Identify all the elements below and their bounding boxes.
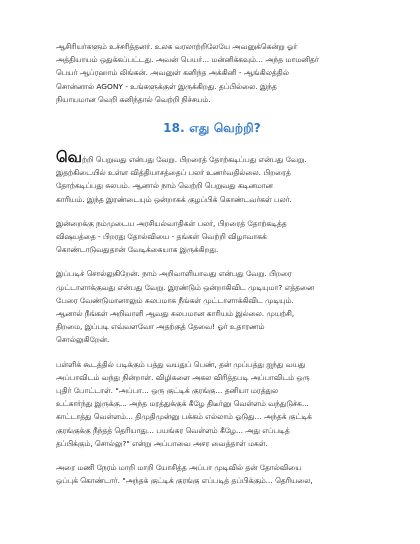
text-line: திறமை, இப்படி எவ்வளவோ அதற்குத் தேவை! ஓர் உதாரணம் (56, 322, 265, 332)
text-line: இப்படிச் சொல்லுகிறேன். நாம் அறிவாளியாவது என்பது வேறு. பிறரை (56, 269, 292, 279)
text-line-rest: ற்றி பெறுவது என்பது வேறு. பிறரைத் தோற்கடிப்பது என்பது வேறு. (82, 155, 307, 165)
chapter-heading: 18. எது வெற்றி? (163, 121, 261, 136)
text-line: புதிர் போட்டாள். "அப்பா... ஒரு குட்டிக் குரங்கு... தனியா மரத்துல (56, 386, 279, 396)
text-line: ஒப்புக் கொண்டார். "அந்தக் குட்டிக் குரங்கு எப்படித் தப்பிக்கும்... தெரியலை, (56, 476, 313, 486)
text-line (56, 148, 368, 167)
text-line: ஆனால் நீங்கள் அறிவாளி ஆவது சுலபமான காரியம் இல்லை. முயற்சி, (56, 309, 295, 319)
text-line: விஷயத்தை - பிறரது தோல்வியை - தங்கள் வெற்றி விழாவாகக் (56, 232, 267, 242)
paragraph-2 (56, 217, 368, 257)
text-line: அரை மணி நேரம் மாறி மாறி யோசித்த அப்பா முடிவில் தன் தோல்வியை (56, 463, 302, 473)
text-line: தோற்கடிப்பது சுலபம். ஆனால் நாம் வெற்றி பெறுவது கடினமான (56, 181, 273, 191)
text-line: பெயர் ஆப்ரஹாம் லிங்கன். அவனுள் கனிந்த அக்கினி - ஆங்கிலத்தில் (56, 68, 289, 78)
text-line: முட்டாளாக்குவது என்பது வேறு. இரண்டும் ஒன்றாகிவிட முடியுமா? எத்தனை (56, 282, 315, 292)
text-line: சொல்லுகிறேன். (56, 335, 110, 345)
text-line: ஆசிரியர்களும் உச்சரித்தனர். உலக வரலாற்றிலேயே அவனுக்கென்று ஓர் (56, 42, 298, 51)
text-line: சொன்னால் AGONY - உங்களுக்குள் இருக்கிறது. தப்பில்லை. இந்த (56, 81, 277, 91)
intro-paragraph (56, 40, 368, 106)
paragraph-4 (56, 358, 368, 450)
paragraph-5 (56, 461, 368, 487)
dropcap: வெ (56, 148, 83, 167)
text-line: அத்தியாயம் ஒதுக்கப்பட்டது. அவன் பெயர்... மன்னிக்கவும்... அந்த மாமனிதர் (56, 55, 319, 65)
text-line: காரியம். இந்த இரண்டையும் ஒன்றாகக் குழப்பிக் கொண்டவர்கள் பலர். (56, 194, 292, 204)
text-line: உட்கார்ந்து இருக்கு... அந்த மரத்துக்குக் கீழே திடீர்னு வெள்ளம் வந்துடுச்சு... (56, 399, 309, 409)
paragraph-1 (56, 148, 368, 206)
text-line: பேரை வேண்டுமானாலும் சுலபமாக நீங்கள் முட்டாளாக்கிவிட முடியும். (56, 295, 294, 305)
text-line: இன்றைக்கு நம்முடைய அரசியல்வாதிகள் பலர், பிறரைத் தோற்கடித்த (56, 218, 287, 228)
paragraph-3 (56, 267, 368, 346)
chapter-heading-container (56, 117, 368, 137)
text-line: நியாயமான வெறி கனிந்தால் வெற்றி நிச்சயம். (56, 94, 211, 104)
text-line: குரங்குக்கு நீந்தத் தெரியாது... பயங்கர வெள்ளம் கீழே... அது எப்படித் (56, 425, 290, 435)
text-line: இதற்கிடையில் உள்ள வித்தியாசத்தைப் பலர் உணர்வதில்லை. பிறரைத் (56, 168, 291, 178)
text-line: அப்பாவிடம் வந்து நின்றாள். விழிகளை அகல விரித்தபடி அப்பாவிடம் ஒரு (56, 372, 310, 382)
text-line: கொண்டாடுவதுதான் வேடிக்கையாக இருக்கிறது. (56, 245, 219, 255)
text-line: பள்ளிக் கூடத்தில் படிக்கும் பத்து வயதுப் பெண், தன் முப்பத்து ஐந்து வயது (56, 359, 306, 369)
text-line: தப்பிக்கும், சொல்லு?" என்று அப்பாவை அசர வைத்தாள் மகள். (56, 438, 268, 448)
text-line: காட்டாத்து வெள்ளம்... திமுதிமுன்னு பக்கம் எல்லாம் ஓடுது... அந்தக் குட்டிக் (56, 412, 312, 422)
